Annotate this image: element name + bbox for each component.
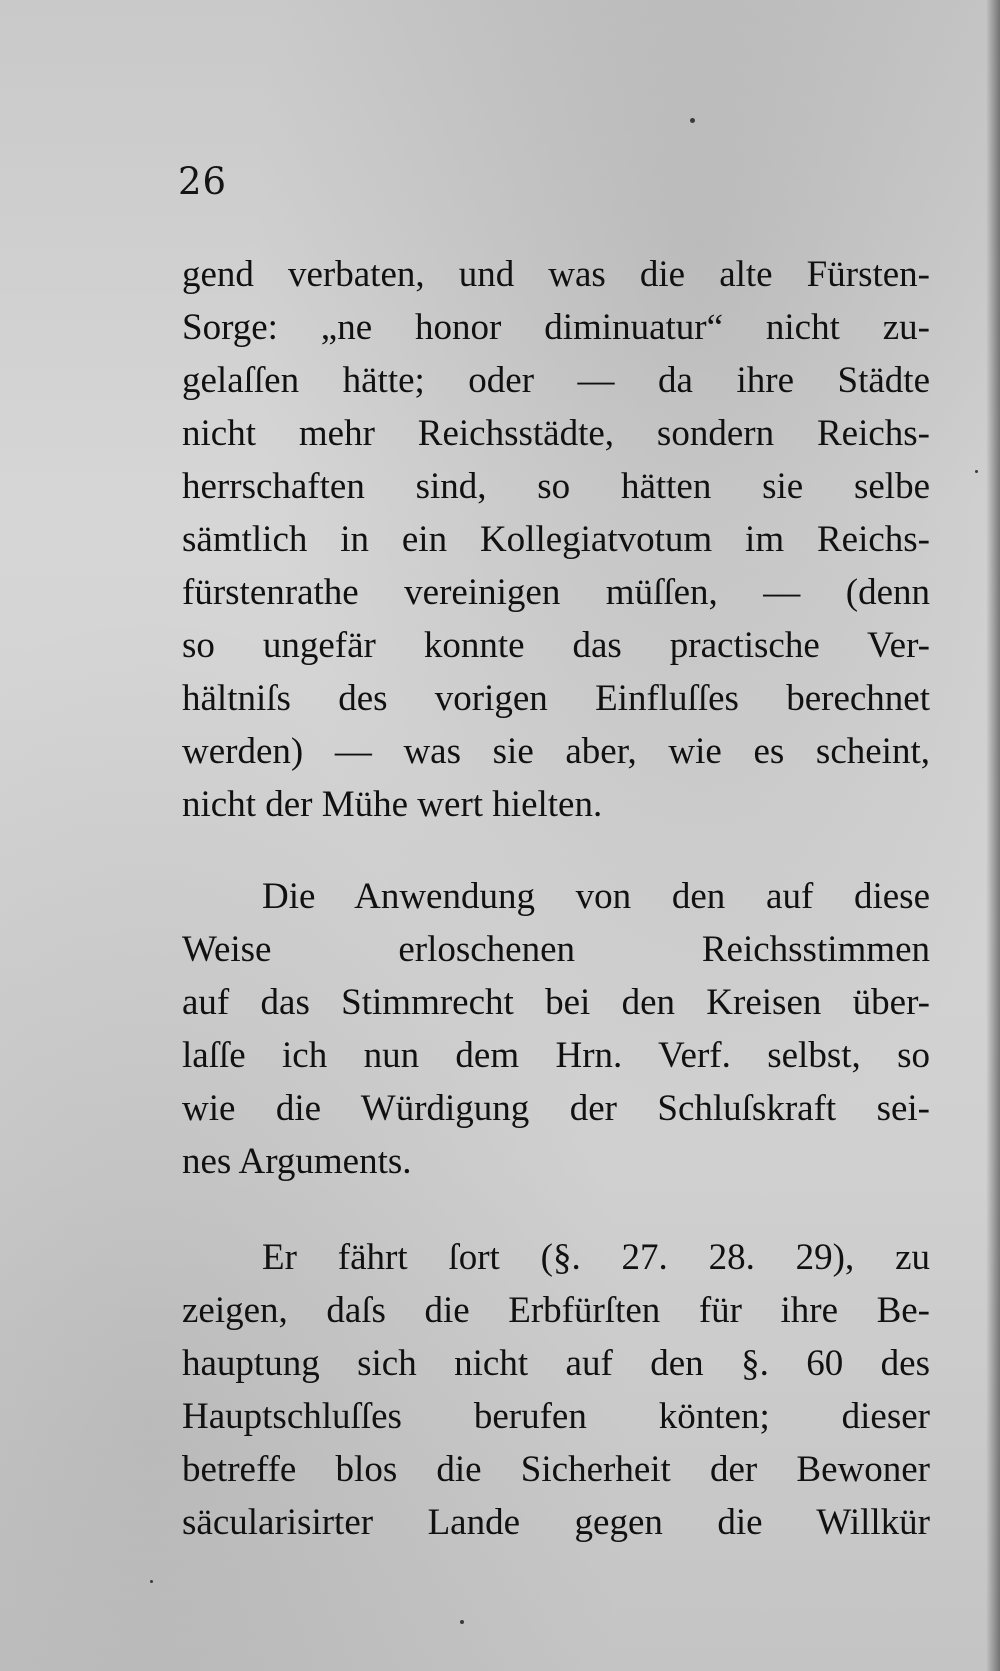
text-line: Er fährt ſort (§. 27. 28. 29), zu	[262, 1237, 930, 1278]
text-line: Hauptschluſſes berufen könten; dieser	[182, 1396, 930, 1437]
paper-speck	[150, 1580, 153, 1583]
paper-speck	[975, 470, 978, 473]
paper-speck	[690, 118, 695, 123]
text-line: gend verbaten, und was die alte Fürsten-	[182, 254, 930, 295]
text-line: hältniſs des vorigen Einfluſſes berechnet	[182, 678, 930, 719]
page-number: 26	[178, 160, 228, 203]
text-line: herrschaften sind, so hätten sie selbe	[182, 466, 930, 507]
text-line: werden) — was sie aber, wie es scheint,	[182, 731, 930, 772]
text-line: zeigen, daſs die Erbfürſten für ihre Be-	[182, 1290, 930, 1331]
text-line: nicht mehr Reichsstädte, sondern Reichs-	[182, 413, 930, 454]
text-line: hauptung sich nicht auf den §. 60 des	[182, 1343, 930, 1384]
text-line: säcularisirter Lande gegen die Willkür	[182, 1502, 930, 1543]
page-edge-shadow	[986, 0, 1000, 1671]
text-line: Weise erloschenen Reichsstimmen	[182, 929, 930, 970]
text-line: betreffe blos die Sicherheit der Bewoner	[182, 1449, 930, 1490]
text-line: so ungefär konnte das practische Ver-	[182, 625, 930, 666]
text-line: nes Arguments.	[182, 1141, 412, 1182]
paragraph-2	[182, 870, 930, 1188]
text-line: auf das Stimmrecht bei den Kreisen über-	[182, 982, 930, 1023]
text-line: fürstenrathe vereinigen müſſen, — (denn	[182, 572, 930, 613]
text-line: Die Anwendung von den auf diese	[262, 876, 930, 917]
text-line: nicht der Mühe wert hielten.	[182, 784, 603, 825]
text-line: gelaſſen hätte; oder — da ihre Städte	[182, 360, 930, 401]
text-line: Sorge: „ne honor diminuatur“ nicht zu-	[182, 307, 930, 348]
paragraph-3	[182, 1231, 930, 1549]
paragraph-1	[182, 248, 930, 831]
text-line: wie die Würdigung der Schluſskraft sei-	[182, 1088, 930, 1129]
paper-speck	[460, 1620, 464, 1624]
text-line: sämtlich in ein Kollegiatvotum im Reichs-	[182, 519, 930, 560]
text-line: laſſe ich nun dem Hrn. Verf. selbst, so	[182, 1035, 930, 1076]
